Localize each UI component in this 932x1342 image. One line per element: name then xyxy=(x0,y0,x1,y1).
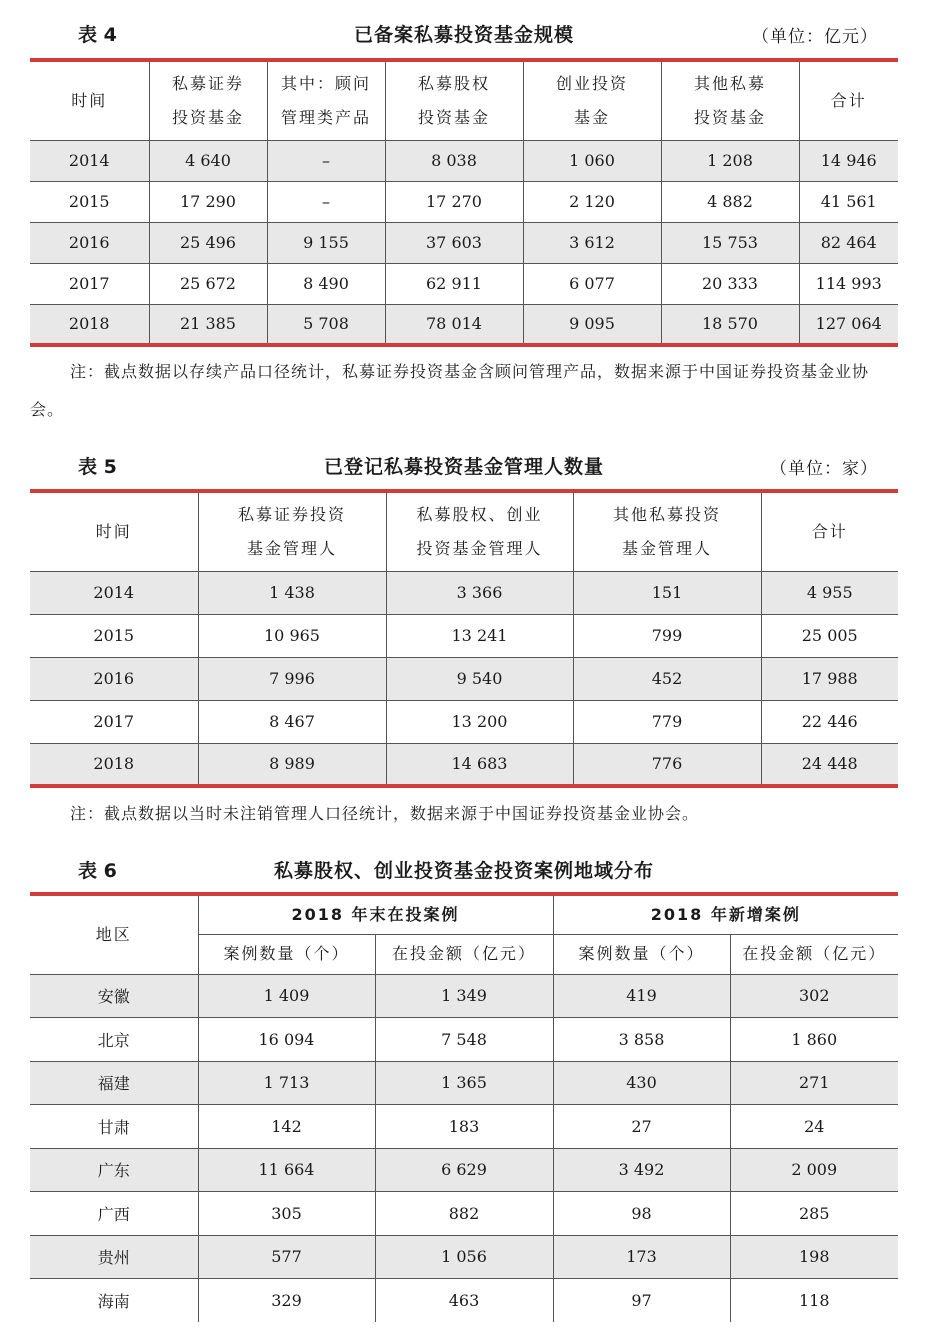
table6 xyxy=(30,892,898,1322)
table4-header-line: 合计 xyxy=(830,90,867,110)
table6-header-group2: 2018 年新增案例 xyxy=(553,894,898,934)
table-cell: 173 xyxy=(553,1235,730,1279)
table5-header-line: 基金管理人 xyxy=(621,538,712,558)
table-cell: 27 xyxy=(553,1105,730,1149)
table5-header-line: 合计 xyxy=(811,521,848,541)
table-cell: 2014 xyxy=(30,571,198,614)
table-cell: 329 xyxy=(198,1279,375,1323)
table-cell: 2017 xyxy=(30,263,149,304)
table-cell: 2015 xyxy=(30,614,198,657)
table-cell: 贵州 xyxy=(30,1235,198,1279)
table-cell: 98 xyxy=(553,1192,730,1236)
table4-header-cell xyxy=(799,60,898,140)
table4-header-line: 时间 xyxy=(71,90,108,110)
table-cell: 5 708 xyxy=(267,304,385,345)
table-cell: 7 548 xyxy=(375,1018,553,1062)
table-cell: 1 365 xyxy=(375,1061,553,1105)
table-cell: 142 xyxy=(198,1105,375,1149)
table-cell: 430 xyxy=(553,1061,730,1105)
table5 xyxy=(30,489,898,788)
table-cell: 20 333 xyxy=(661,263,799,304)
table-cell: 2017 xyxy=(30,700,198,743)
table-cell: 4 640 xyxy=(149,140,267,181)
table-row xyxy=(30,1235,898,1279)
table-cell: 17 290 xyxy=(149,181,267,222)
table5-unit: （单位：家） xyxy=(770,459,878,479)
table-cell: 1 349 xyxy=(375,974,553,1018)
table-cell: 1 060 xyxy=(523,140,661,181)
table-cell: 6 077 xyxy=(523,263,661,304)
table-cell: 1 713 xyxy=(198,1061,375,1105)
table-cell: 15 753 xyxy=(661,222,799,263)
table-row xyxy=(30,1105,898,1149)
table5-header-line: 其他私募投资 xyxy=(612,504,721,524)
table-cell: 271 xyxy=(730,1061,898,1105)
table-cell: 305 xyxy=(198,1192,375,1236)
table-cell: 25 496 xyxy=(149,222,267,263)
table5-header-line: 私募证券投资 xyxy=(237,504,346,524)
table-row xyxy=(30,1279,898,1323)
table-cell: 41 561 xyxy=(799,181,898,222)
table-cell: 13 241 xyxy=(386,614,573,657)
table-cell: 10 965 xyxy=(198,614,386,657)
table-cell: 302 xyxy=(730,974,898,1018)
table4-header-line: 投资基金 xyxy=(171,107,244,127)
table-cell: 779 xyxy=(573,700,761,743)
table4-header-cell xyxy=(385,60,523,140)
table6-header-group1: 2018 年末在投案例 xyxy=(198,894,553,934)
table-row xyxy=(30,743,898,786)
table-cell: – xyxy=(267,181,385,222)
table5-note: 注：截点数据以当时未注销管理人口径统计，数据来源于中国证券投资基金业协会。 xyxy=(70,804,700,823)
table-cell: 8 490 xyxy=(267,263,385,304)
table-cell: 24 448 xyxy=(761,743,898,786)
table-cell: 151 xyxy=(573,571,761,614)
table5-header-cell xyxy=(573,491,761,571)
table4-header-cell xyxy=(149,60,267,140)
table-cell: 9 095 xyxy=(523,304,661,345)
table-cell: 463 xyxy=(375,1279,553,1323)
table-row xyxy=(30,657,898,700)
table-cell: 北京 xyxy=(30,1018,198,1062)
table-row xyxy=(30,614,898,657)
table-row xyxy=(30,1192,898,1236)
table6-sub-count-1: 案例数量（个） xyxy=(198,934,375,974)
table-cell: 25 005 xyxy=(761,614,898,657)
table-row xyxy=(30,140,898,181)
table4-header-line: 投资基金 xyxy=(693,107,766,127)
table-cell: 21 385 xyxy=(149,304,267,345)
table5-caption xyxy=(30,448,898,478)
table-row xyxy=(30,1018,898,1062)
table5-title: 已登记私募投资基金管理人数量 xyxy=(323,456,604,478)
table-cell: 3 492 xyxy=(553,1148,730,1192)
table-cell: 114 993 xyxy=(799,263,898,304)
table4-header-cell xyxy=(30,60,149,140)
table-cell: 97 xyxy=(553,1279,730,1323)
table-cell: 13 200 xyxy=(386,700,573,743)
table4-header-line: 基金 xyxy=(573,107,610,127)
table6-header-row-1 xyxy=(30,894,898,934)
table-cell: 6 629 xyxy=(375,1148,553,1192)
table-row xyxy=(30,181,898,222)
table5-label: 表 5 xyxy=(78,456,117,478)
table-cell: 2016 xyxy=(30,222,149,263)
table-cell: 37 603 xyxy=(385,222,523,263)
table-cell: 14 946 xyxy=(799,140,898,181)
table-cell: 16 094 xyxy=(198,1018,375,1062)
table-cell: 78 014 xyxy=(385,304,523,345)
table-cell: 安徽 xyxy=(30,974,198,1018)
table-row xyxy=(30,304,898,345)
table4-header-cell xyxy=(267,60,385,140)
table-cell: 1 409 xyxy=(198,974,375,1018)
table4-header-line: 其中：顾问 xyxy=(280,73,371,93)
table4-note: 注：截点数据以存续产品口径统计，私募证券投资基金含顾问管理产品，数据来源于中国证券投资基金业协会。 xyxy=(30,362,870,419)
table-cell: 285 xyxy=(730,1192,898,1236)
table-cell: 82 464 xyxy=(799,222,898,263)
table6-sub-amount-2: 在投金额（亿元） xyxy=(730,934,898,974)
table-cell: 1 208 xyxy=(661,140,799,181)
table-cell: 22 446 xyxy=(761,700,898,743)
table4-caption xyxy=(30,16,898,46)
table4-header-line: 其他私募 xyxy=(693,73,766,93)
table5-header-cell xyxy=(198,491,386,571)
table-cell: 18 570 xyxy=(661,304,799,345)
table-cell: 577 xyxy=(198,1235,375,1279)
table-cell: 海南 xyxy=(30,1279,198,1323)
table5-header-line: 投资基金管理人 xyxy=(416,538,543,558)
table-cell: 127 064 xyxy=(799,304,898,345)
table-cell: 8 467 xyxy=(198,700,386,743)
table4-unit: （单位：亿元） xyxy=(752,27,878,47)
table-cell: 452 xyxy=(573,657,761,700)
table-cell: 3 858 xyxy=(553,1018,730,1062)
table-cell: 2015 xyxy=(30,181,149,222)
table4 xyxy=(30,58,898,347)
table4-header-cell xyxy=(523,60,661,140)
table-cell: 1 438 xyxy=(198,571,386,614)
table4-header-row xyxy=(30,60,898,140)
table4-header-line: 创业投资 xyxy=(555,73,628,93)
table-cell: 776 xyxy=(573,743,761,786)
table-cell: 17 270 xyxy=(385,181,523,222)
table-cell: 2018 xyxy=(30,743,198,786)
table-row xyxy=(30,1148,898,1192)
table-cell: 2018 xyxy=(30,304,149,345)
table4-header-line: 投资基金 xyxy=(417,107,490,127)
table5-header-cell xyxy=(30,491,198,571)
table-cell: 24 xyxy=(730,1105,898,1149)
table-cell: 福建 xyxy=(30,1061,198,1105)
table-cell: 118 xyxy=(799,1291,830,1310)
table-cell: 183 xyxy=(375,1105,553,1149)
table4-header-line: 私募股权 xyxy=(417,73,490,93)
table-cell: 11 664 xyxy=(198,1148,375,1192)
table-cell: 2016 xyxy=(30,657,198,700)
table-cell: 4 882 xyxy=(661,181,799,222)
table-cell: 1 860 xyxy=(730,1018,898,1062)
table-cell: 7 996 xyxy=(198,657,386,700)
table-cell: 3 366 xyxy=(386,571,573,614)
table-cell: 25 672 xyxy=(149,263,267,304)
table5-header-row xyxy=(30,491,898,571)
table-cell: – xyxy=(267,140,385,181)
table6-header-region: 地区 xyxy=(30,894,198,974)
table4-header-line: 私募证券 xyxy=(171,73,244,93)
table-row xyxy=(30,263,898,304)
table6-sub-count-2: 案例数量（个） xyxy=(553,934,730,974)
table-cell: 419 xyxy=(553,974,730,1018)
table-row xyxy=(30,222,898,263)
table6-caption xyxy=(30,852,898,882)
table-cell: 广东 xyxy=(30,1148,198,1192)
table-cell: 2 009 xyxy=(730,1148,898,1192)
table4-label: 表 4 xyxy=(78,24,117,46)
table-row xyxy=(30,1061,898,1105)
table-cell: 2014 xyxy=(30,140,149,181)
table5-header-cell xyxy=(761,491,898,571)
table-cell: 8 038 xyxy=(385,140,523,181)
table-cell: 9 540 xyxy=(386,657,573,700)
table-row xyxy=(30,571,898,614)
table5-header-line: 私募股权、创业 xyxy=(416,504,543,524)
table6-label: 表 6 xyxy=(78,860,117,882)
table-cell: 198 xyxy=(730,1235,898,1279)
table4-header-cell xyxy=(661,60,799,140)
table-cell: 甘肃 xyxy=(30,1105,198,1149)
table6-title: 私募股权、创业投资基金投资案例地域分布 xyxy=(273,860,654,882)
table-cell: 8 989 xyxy=(198,743,386,786)
table-cell: 62 911 xyxy=(385,263,523,304)
table-cell: 广西 xyxy=(30,1192,198,1236)
table-cell: 3 612 xyxy=(523,222,661,263)
table-cell: 882 xyxy=(375,1192,553,1236)
table4-title: 已备案私募投资基金规模 xyxy=(353,24,574,46)
table5-header-line: 基金管理人 xyxy=(246,538,337,558)
table-cell: 799 xyxy=(573,614,761,657)
table-cell: 17 988 xyxy=(761,657,898,700)
table5-header-cell xyxy=(386,491,573,571)
table-cell: 1 056 xyxy=(375,1235,553,1279)
table-cell: 14 683 xyxy=(386,743,573,786)
table-cell: 2 120 xyxy=(523,181,661,222)
table-cell: 4 955 xyxy=(761,571,898,614)
table6-sub-amount-1: 在投金额（亿元） xyxy=(375,934,553,974)
table5-header-line: 时间 xyxy=(95,521,132,541)
table-cell: 9 155 xyxy=(267,222,385,263)
table-row xyxy=(30,974,898,1018)
table4-header-line: 管理类产品 xyxy=(280,107,371,127)
table-row xyxy=(30,700,898,743)
